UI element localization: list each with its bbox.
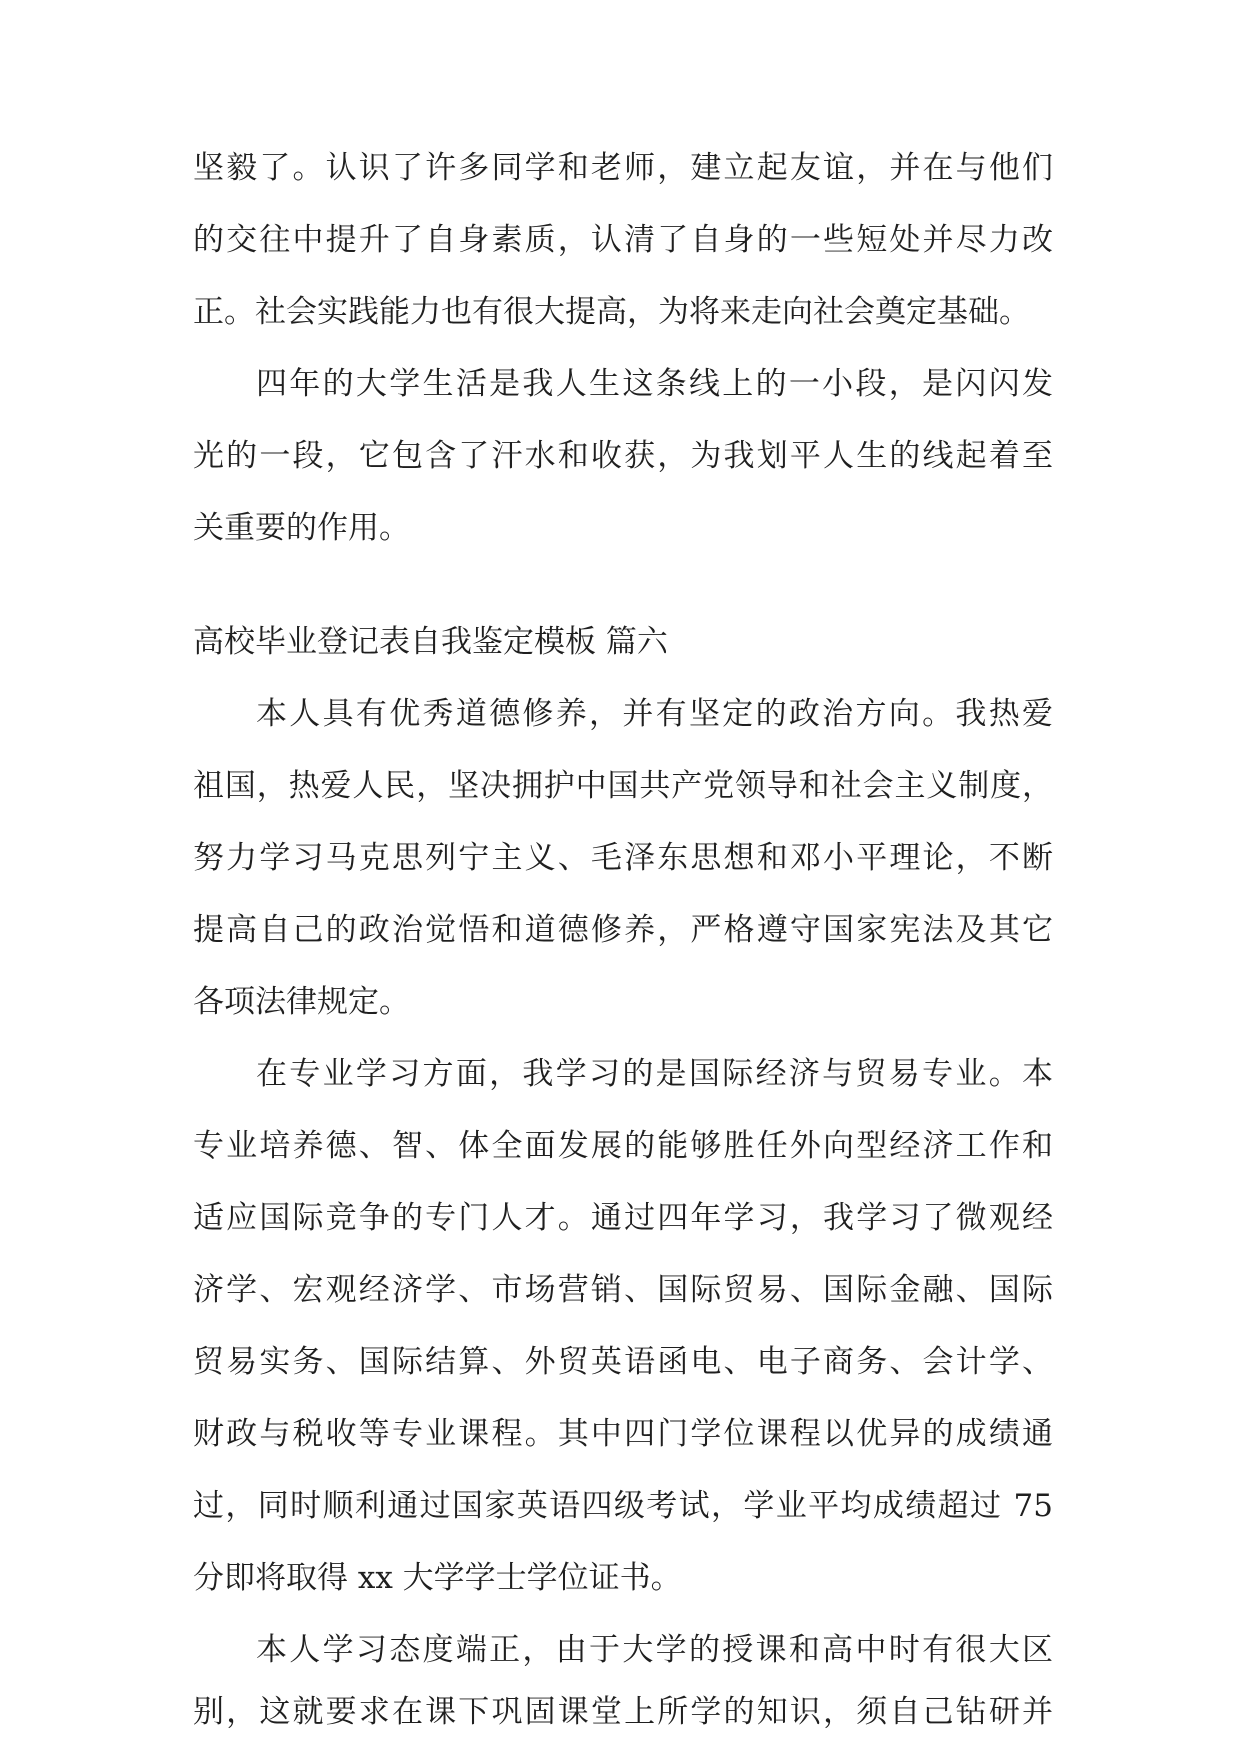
text-line: 适应国际竞争的专门人才。通过四年学习，我学习了微观经	[193, 1200, 1053, 1236]
text-line: 坚毅了。认识了许多同学和老师，建立起友谊，并在与他们	[193, 150, 1053, 186]
text-line: 分即将取得 xx 大学学士学位证书。	[193, 1560, 682, 1596]
paragraph-start-line: 本人学习态度端正，由于大学的授课和高中时有很大区	[256, 1632, 1053, 1668]
text-line: 祖国，热爱人民，坚决拥护中国共产党领导和社会主义制度，	[193, 768, 1053, 804]
text-line: 正。社会实践能力也有很大提高，为将来走向社会奠定基础。	[193, 294, 1030, 330]
text-line: 专业培养德、智、体全面发展的能够胜任外向型经济工作和	[193, 1128, 1053, 1164]
text-line: 别，这就要求在课下巩固课堂上所学的知识，须自己钻研并	[193, 1694, 1053, 1730]
text-line: 努力学习马克思列宁主义、毛泽东思想和邓小平理论，不断	[193, 840, 1053, 876]
paragraph-start-line: 本人具有优秀道德修养，并有坚定的政治方向。我热爱	[256, 696, 1053, 732]
text-line: 财政与税收等专业课程。其中四门学位课程以优异的成绩通	[193, 1416, 1053, 1452]
text-line: 的交往中提升了自身素质，认清了自身的一些短处并尽力改	[193, 222, 1053, 258]
text-line: 济学、宏观经济学、市场营销、国际贸易、国际金融、国际	[193, 1272, 1053, 1308]
text-line: 过，同时顺利通过国家英语四级考试，学业平均成绩超过 75	[193, 1488, 1053, 1524]
text-line: 光的一段，它包含了汗水和收获，为我划平人生的线起着至	[193, 438, 1053, 474]
paragraph-start-line: 四年的大学生活是我人生这条线上的一小段，是闪闪发	[256, 366, 1053, 402]
paragraph-start-line: 在专业学习方面，我学习的是国际经济与贸易专业。本	[256, 1056, 1053, 1092]
text-line: 关重要的作用。	[193, 510, 410, 546]
text-line: 贸易实务、国际结算、外贸英语函电、电子商务、会计学、	[193, 1344, 1053, 1380]
text-line: 各项法律规定。	[193, 984, 410, 1020]
text-line: 提高自己的政治觉悟和道德修养，严格遵守国家宪法及其它	[193, 912, 1053, 948]
section-heading: 高校毕业登记表自我鉴定模板 篇六	[193, 624, 668, 660]
